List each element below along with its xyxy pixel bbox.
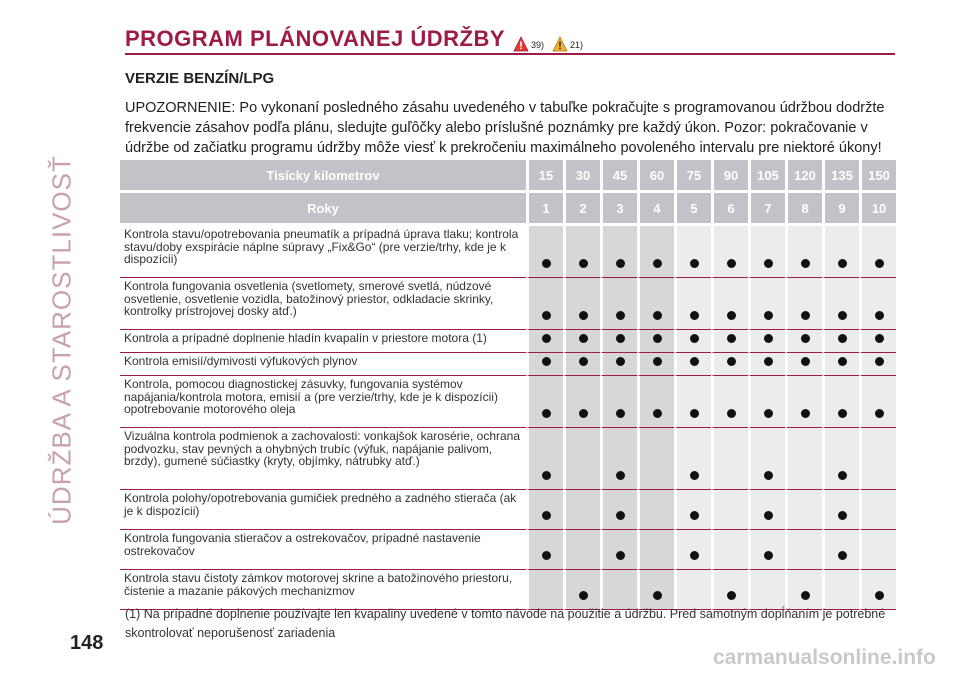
- schedule-cell: [526, 428, 563, 490]
- task-description: Vizuálna kontrola podmienok a zachovalosti: vonkajšok karosérie, ochrana podvozku, stav pevných a ohybných trubíc (výfuk, napájanie palivom, brzdy), gumené súčiastky (kryty, objímky, nátrubky atď.): [120, 428, 526, 490]
- schedule-cell: [785, 330, 822, 353]
- schedule-cell: [526, 570, 563, 610]
- years-header-row: [120, 193, 896, 226]
- scheduled-dot-icon: [579, 259, 588, 268]
- task-description: Kontrola fungovania osvetlenia (svetlomety, smerové svetlá, núdzové osvetlenie, osvetlenie vozidla, batožinový priestor, odkladacie skrinky, kontrolky prístrojovej dosky atď.): [120, 278, 526, 330]
- schedule-cell: [748, 490, 785, 530]
- scheduled-dot-icon: [727, 311, 736, 320]
- schedule-cell: [822, 428, 859, 490]
- years-header-cell: 6: [711, 193, 748, 226]
- scheduled-dot-icon: [579, 591, 588, 600]
- scheduled-dot-icon: [616, 551, 625, 560]
- schedule-cell: [785, 353, 822, 376]
- schedule-cell: [563, 353, 600, 376]
- schedule-cell: [859, 428, 896, 490]
- task-description: Kontrola stavu/opotrebovania pneumatík a prípadná úprava tlaku; kontrola stavu/doby exspirácie náplne súpravy „Fix&Go“ (pre verzie/trhy, kde je k dispozícii): [120, 226, 526, 278]
- schedule-cell: [563, 428, 600, 490]
- schedule-cell: [822, 570, 859, 610]
- page-header: [125, 26, 583, 52]
- scheduled-dot-icon: [801, 591, 810, 600]
- warning-triangle-icon: [513, 36, 529, 52]
- schedule-cell: [526, 278, 563, 330]
- scheduled-dot-icon: [690, 511, 699, 520]
- years-header-cell: 8: [785, 193, 822, 226]
- schedule-cell: [637, 570, 674, 610]
- scheduled-dot-icon: [653, 311, 662, 320]
- schedule-cell: [674, 428, 711, 490]
- schedule-cell: [711, 570, 748, 610]
- schedule-cell: [748, 570, 785, 610]
- scheduled-dot-icon: [653, 334, 662, 343]
- schedule-cell: [563, 530, 600, 570]
- km-header-row: [120, 160, 896, 193]
- schedule-cell: [711, 278, 748, 330]
- km-header-cell: 60: [637, 160, 674, 193]
- scheduled-dot-icon: [690, 551, 699, 560]
- scheduled-dot-icon: [653, 409, 662, 418]
- schedule-cell: [526, 226, 563, 278]
- schedule-cell: [600, 226, 637, 278]
- schedule-cell: [637, 490, 674, 530]
- km-header-cell: 120: [785, 160, 822, 193]
- side-section-title: ÚDRŽBA A STAROSTLIVOSŤ: [46, 155, 77, 525]
- km-header-cell: 135: [822, 160, 859, 193]
- footnote: (1) Na prípadné doplnenie používajte len kvapaliny uvedené v tomto návode na použitie a údržbu. Pred samotným dopĺňaním je potrebné skontrolovať neporušenosť zariadenia: [125, 607, 886, 640]
- schedule-cell: [600, 428, 637, 490]
- scheduled-dot-icon: [616, 471, 625, 480]
- schedule-cell: [526, 490, 563, 530]
- page-title: PROGRAM PLÁNOVANEJ ÚDRŽBY: [125, 26, 506, 51]
- scheduled-dot-icon: [727, 334, 736, 343]
- scheduled-dot-icon: [653, 591, 662, 600]
- schedule-cell: [748, 226, 785, 278]
- scheduled-dot-icon: [542, 511, 551, 520]
- km-header-cell: 30: [563, 160, 600, 193]
- years-header-cell: 2: [563, 193, 600, 226]
- scheduled-dot-icon: [875, 357, 884, 366]
- schedule-cell: [637, 353, 674, 376]
- scheduled-dot-icon: [764, 357, 773, 366]
- schedule-cell: [563, 570, 600, 610]
- scheduled-dot-icon: [690, 259, 699, 268]
- schedule-cell: [674, 330, 711, 353]
- warning-ref-1: [513, 36, 544, 52]
- schedule-cell: [600, 530, 637, 570]
- schedule-cell: [822, 376, 859, 428]
- scheduled-dot-icon: [838, 357, 847, 366]
- schedule-cell: [748, 330, 785, 353]
- scheduled-dot-icon: [542, 334, 551, 343]
- scheduled-dot-icon: [727, 259, 736, 268]
- scheduled-dot-icon: [838, 471, 847, 480]
- schedule-cell: [600, 570, 637, 610]
- scheduled-dot-icon: [653, 357, 662, 366]
- schedule-cell: [563, 376, 600, 428]
- schedule-cell: [859, 570, 896, 610]
- schedule-cell: [600, 330, 637, 353]
- scheduled-dot-icon: [764, 409, 773, 418]
- task-description: Kontrola a prípadné doplnenie hladín kvapalín v priestore motora (1): [120, 330, 526, 353]
- schedule-cell: [859, 226, 896, 278]
- scheduled-dot-icon: [764, 471, 773, 480]
- scheduled-dot-icon: [875, 259, 884, 268]
- warning-ref-number: 39): [531, 40, 545, 50]
- scheduled-dot-icon: [875, 311, 884, 320]
- task-description: Kontrola, pomocou diagnostickej zásuvky, fungovania systémov napájania/kontrola motora, emisií a (pre verzie/trhy, kde je k dispozícii) opotrebovanie motorového oleja: [120, 376, 526, 428]
- watermark: carmanualsonline.info: [713, 646, 936, 669]
- page-number: 148: [70, 632, 104, 654]
- warning-ref-2: [552, 36, 583, 52]
- schedule-cell: [637, 226, 674, 278]
- scheduled-dot-icon: [801, 409, 810, 418]
- years-header-label: Roky: [120, 193, 526, 226]
- schedule-cell: [785, 490, 822, 530]
- schedule-cell: [637, 530, 674, 570]
- scheduled-dot-icon: [690, 311, 699, 320]
- scheduled-dot-icon: [764, 259, 773, 268]
- schedule-cell: [600, 490, 637, 530]
- scheduled-dot-icon: [838, 511, 847, 520]
- section-title: VERZIE BENZÍN/LPG: [125, 70, 275, 87]
- scheduled-dot-icon: [579, 334, 588, 343]
- schedule-cell: [859, 278, 896, 330]
- schedule-cell: [674, 530, 711, 570]
- scheduled-dot-icon: [690, 357, 699, 366]
- warning-ref-number: 21): [570, 40, 584, 50]
- task-description: Kontrola emisií/dymivosti výfukových plynov: [120, 353, 526, 376]
- schedule-cell: [711, 490, 748, 530]
- scheduled-dot-icon: [690, 471, 699, 480]
- schedule-cell: [526, 330, 563, 353]
- years-header-cell: 4: [637, 193, 674, 226]
- schedule-cell: [859, 330, 896, 353]
- schedule-cell: [637, 428, 674, 490]
- schedule-cell: [600, 278, 637, 330]
- scheduled-dot-icon: [690, 334, 699, 343]
- task-description: Kontrola polohy/opotrebovania gumičiek predného a zadného stierača (ak je k dispozícii): [120, 490, 526, 530]
- schedule-cell: [748, 376, 785, 428]
- years-header-cell: 1: [526, 193, 563, 226]
- scheduled-dot-icon: [764, 311, 773, 320]
- years-header-cell: 5: [674, 193, 711, 226]
- km-header-label: Tisícky kilometrov: [120, 160, 526, 193]
- schedule-cell: [563, 490, 600, 530]
- schedule-cell: [859, 376, 896, 428]
- km-header-cell: 150: [859, 160, 896, 193]
- schedule-cell: [711, 226, 748, 278]
- table-row: [120, 226, 896, 278]
- scheduled-dot-icon: [801, 357, 810, 366]
- schedule-cell: [674, 278, 711, 330]
- schedule-cell: [785, 428, 822, 490]
- table-row: [120, 376, 896, 428]
- schedule-cell: [674, 376, 711, 428]
- task-description: Kontrola stavu čistoty zámkov motorovej skrine a batožinového priestoru, čistenie a mazanie pákových mechanizmov: [120, 570, 526, 610]
- schedule-body: [120, 226, 896, 610]
- schedule-cell: [526, 530, 563, 570]
- years-header-cell: 10: [859, 193, 896, 226]
- scheduled-dot-icon: [875, 591, 884, 600]
- schedule-cell: [711, 530, 748, 570]
- schedule-cell: [748, 530, 785, 570]
- schedule-cell: [711, 428, 748, 490]
- schedule-cell: [711, 330, 748, 353]
- scheduled-dot-icon: [801, 334, 810, 343]
- years-header-cell: 3: [600, 193, 637, 226]
- years-header-cell: 9: [822, 193, 859, 226]
- schedule-cell: [637, 376, 674, 428]
- schedule-cell: [748, 428, 785, 490]
- scheduled-dot-icon: [838, 409, 847, 418]
- schedule-cell: [859, 353, 896, 376]
- scheduled-dot-icon: [616, 311, 625, 320]
- table-row: [120, 353, 896, 376]
- schedule-cell: [785, 530, 822, 570]
- schedule-cell: [711, 376, 748, 428]
- schedule-cell: [785, 570, 822, 610]
- schedule-cell: [748, 353, 785, 376]
- schedule-cell: [822, 330, 859, 353]
- table-row: [120, 428, 896, 490]
- maintenance-schedule-table: [120, 160, 896, 610]
- scheduled-dot-icon: [838, 311, 847, 320]
- schedule-cell: [822, 530, 859, 570]
- schedule-cell: [748, 278, 785, 330]
- scheduled-dot-icon: [579, 409, 588, 418]
- schedule-cell: [822, 353, 859, 376]
- schedule-cell: [785, 376, 822, 428]
- scheduled-dot-icon: [875, 334, 884, 343]
- km-header-cell: 45: [600, 160, 637, 193]
- table-row: [120, 490, 896, 530]
- schedule-cell: [674, 226, 711, 278]
- km-header-cell: 105: [748, 160, 785, 193]
- scheduled-dot-icon: [690, 409, 699, 418]
- schedule-cell: [600, 376, 637, 428]
- scheduled-dot-icon: [616, 357, 625, 366]
- scheduled-dot-icon: [616, 409, 625, 418]
- table-row: [120, 278, 896, 330]
- scheduled-dot-icon: [542, 409, 551, 418]
- table-row: [120, 530, 896, 570]
- table-row: [120, 570, 896, 610]
- scheduled-dot-icon: [801, 311, 810, 320]
- years-header-cell: 7: [748, 193, 785, 226]
- scheduled-dot-icon: [616, 511, 625, 520]
- scheduled-dot-icon: [542, 357, 551, 366]
- scheduled-dot-icon: [764, 334, 773, 343]
- scheduled-dot-icon: [579, 357, 588, 366]
- schedule-cell: [859, 490, 896, 530]
- schedule-cell: [674, 570, 711, 610]
- scheduled-dot-icon: [579, 311, 588, 320]
- schedule-cell: [674, 490, 711, 530]
- schedule-cell: [822, 278, 859, 330]
- schedule-cell: [822, 226, 859, 278]
- scheduled-dot-icon: [727, 591, 736, 600]
- schedule-cell: [785, 278, 822, 330]
- schedule-cell: [526, 353, 563, 376]
- schedule-cell: [563, 278, 600, 330]
- scheduled-dot-icon: [838, 551, 847, 560]
- header-divider: [125, 53, 895, 55]
- schedule-cell: [674, 353, 711, 376]
- scheduled-dot-icon: [542, 259, 551, 268]
- schedule-cell: [637, 330, 674, 353]
- task-description: Kontrola fungovania stieračov a ostrekovačov, prípadné nastavenie ostrekovačov: [120, 530, 526, 570]
- scheduled-dot-icon: [616, 334, 625, 343]
- warning-triangle-icon: [552, 36, 568, 52]
- scheduled-dot-icon: [764, 551, 773, 560]
- schedule-cell: [563, 330, 600, 353]
- km-header-cell: 90: [711, 160, 748, 193]
- scheduled-dot-icon: [616, 259, 625, 268]
- scheduled-dot-icon: [838, 334, 847, 343]
- table-row: [120, 330, 896, 353]
- scheduled-dot-icon: [838, 259, 847, 268]
- scheduled-dot-icon: [653, 259, 662, 268]
- schedule-cell: [600, 353, 637, 376]
- scheduled-dot-icon: [875, 409, 884, 418]
- scheduled-dot-icon: [542, 471, 551, 480]
- km-header-cell: 75: [674, 160, 711, 193]
- schedule-cell: [859, 530, 896, 570]
- scheduled-dot-icon: [542, 311, 551, 320]
- scheduled-dot-icon: [727, 357, 736, 366]
- intro-paragraph: UPOZORNENIE: Po vykonaní posledného zásahu uvedeného v tabuľke pokračujte s programovanou údržbou dodržte frekvencie zásahov podľa plánu, sledujte guľôčky alebo príslušné poznámky pre každý úkon. Pozor: pokračovanie v údržbe od začiatku programu údržby môže viesť k prekročeniu maximálneho povoleného intervalu pre niektoré úkony!: [125, 100, 885, 156]
- scheduled-dot-icon: [542, 551, 551, 560]
- schedule-cell: [637, 278, 674, 330]
- km-header-cell: 15: [526, 160, 563, 193]
- scheduled-dot-icon: [801, 259, 810, 268]
- scheduled-dot-icon: [764, 511, 773, 520]
- schedule-cell: [711, 353, 748, 376]
- schedule-cell: [785, 226, 822, 278]
- schedule-cell: [563, 226, 600, 278]
- schedule-cell: [526, 376, 563, 428]
- scheduled-dot-icon: [727, 409, 736, 418]
- schedule-cell: [822, 490, 859, 530]
